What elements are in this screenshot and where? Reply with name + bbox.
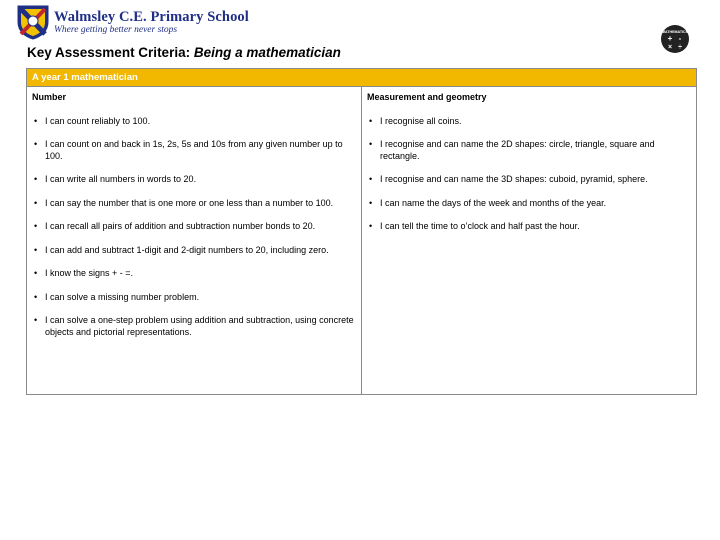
criteria-table (26, 68, 697, 395)
number-column (27, 87, 362, 394)
svg-text:÷: ÷ (678, 44, 682, 51)
title-emphasis: Being a mathematician (193, 45, 341, 60)
svg-text:+: + (667, 34, 673, 43)
criteria-list (367, 116, 690, 233)
list-item: • I can say the number that is one more or one less than a number to 100. (32, 198, 355, 210)
mathematics-badge-icon (660, 24, 690, 54)
svg-text:-: - (678, 34, 682, 43)
list-item: • I recognise and can name the 3D shapes: cuboid, pyramid, sphere. (367, 174, 690, 186)
column-heading: Number (32, 92, 67, 102)
list-item: • I can solve a missing number problem. (32, 292, 355, 304)
list-item: • I can write all numbers in words to 20. (32, 174, 355, 186)
svg-text:×: × (667, 44, 673, 51)
school-tagline: Where getting better never stops (54, 25, 178, 35)
school-header (0, 0, 720, 44)
criteria-columns (27, 87, 696, 394)
page-title (27, 45, 341, 60)
measurement-geometry-column (362, 87, 696, 394)
list-item: • I can tell the time to o’clock and half past the hour. (367, 221, 690, 233)
title-prefix: Key Assessment Criteria: (27, 45, 194, 60)
criteria-list (32, 116, 355, 339)
list-item: • I recognise and can name the 2D shapes: circle, triangle, square and rectangle. (367, 139, 690, 162)
list-item: • I can recall all pairs of addition and subtraction number bonds to 20. (32, 221, 355, 233)
list-item: • I can add and subtract 1-digit and 2-digit numbers to 20, including zero. (32, 245, 355, 257)
list-item: • I can count reliably to 100. (32, 116, 355, 128)
list-item: • I know the signs + - =. (32, 268, 355, 280)
list-item: • I recognise all coins. (367, 116, 690, 128)
badge-label: MATHEMATICS (661, 30, 689, 34)
list-item: • I can name the days of the week and months of the year. (367, 198, 690, 210)
school-name: Walmsley C.E. Primary School (54, 9, 249, 25)
list-item: • I can solve a one-step problem using addition and subtraction, using concrete objects and pictorial representations. (32, 315, 355, 338)
list-item: • I can count on and back in 1s, 2s, 5s and 10s from any given number up to 100. (32, 139, 355, 162)
column-heading: Measurement and geometry (367, 92, 487, 102)
school-crest-icon (16, 4, 50, 40)
year-band: A year 1 mathematician (27, 69, 696, 87)
